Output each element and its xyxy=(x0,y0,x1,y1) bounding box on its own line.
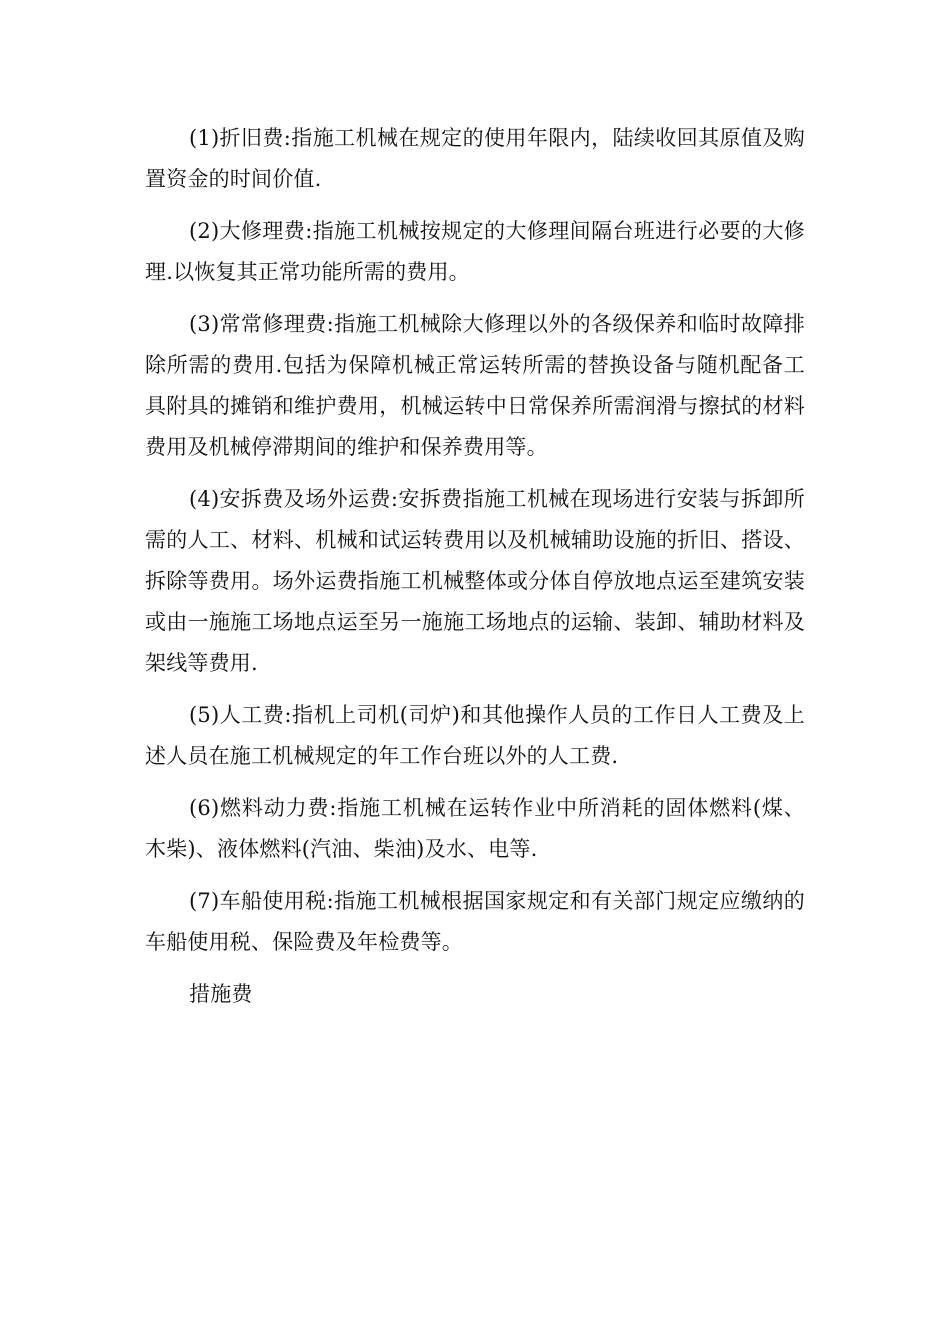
paragraph-regular-repair: (3)常常修理费:指施工机械除大修理以外的各级保养和临时故障排除所需的费用.包括为保障机械正常运转所需的替换设备与随机配备工具附具的摊销和维护费用，机械运转中日常保养所需润滑与擦拭的材料费用及机械停滞期间的维护和保养费用等。 xyxy=(145,312,805,459)
paragraph-installation-transport: (4)安拆费及场外运费:安拆费指施工机械在现场进行安装与拆卸所需的人工、材料、机械和试运转费用以及机械辅助设施的折旧、搭设、拆除等费用。场外运费指施工机械整体或分体自停放地点运至建筑安装或由一施施工场地点运至另一施施工场地点的运输、装卸、辅助材料及架线等费用. xyxy=(145,487,805,675)
paragraph-fuel-power: (6)燃料动力费:指施工机械在运转作业中所消耗的固体燃料(煤、木柴)、液体燃料(汽油、柴油)及水、电等. xyxy=(145,796,805,861)
paragraph-vehicle-tax: (7)车船使用税:指施工机械根据国家规定和有关部门规定应缴纳的车船使用税、保险费及年检费等。 xyxy=(145,889,805,954)
paragraph-depreciation: (1)折旧费:指施工机械在规定的使用年限内，陆续收回其原值及购置资金的时间价值. xyxy=(145,126,805,191)
paragraph-labor: (5)人工费:指机上司机(司炉)和其他操作人员的工作日人工费及上述人员在施工机械规定的年工作台班以外的人工费. xyxy=(145,703,805,768)
section-heading-measures: 措施费 xyxy=(189,982,253,1006)
document-body xyxy=(145,118,805,1026)
paragraph-overhaul: (2)大修理费:指施工机械按规定的大修理间隔台班进行必要的大修理.以恢复其正常功能所需的费用。 xyxy=(145,219,805,284)
